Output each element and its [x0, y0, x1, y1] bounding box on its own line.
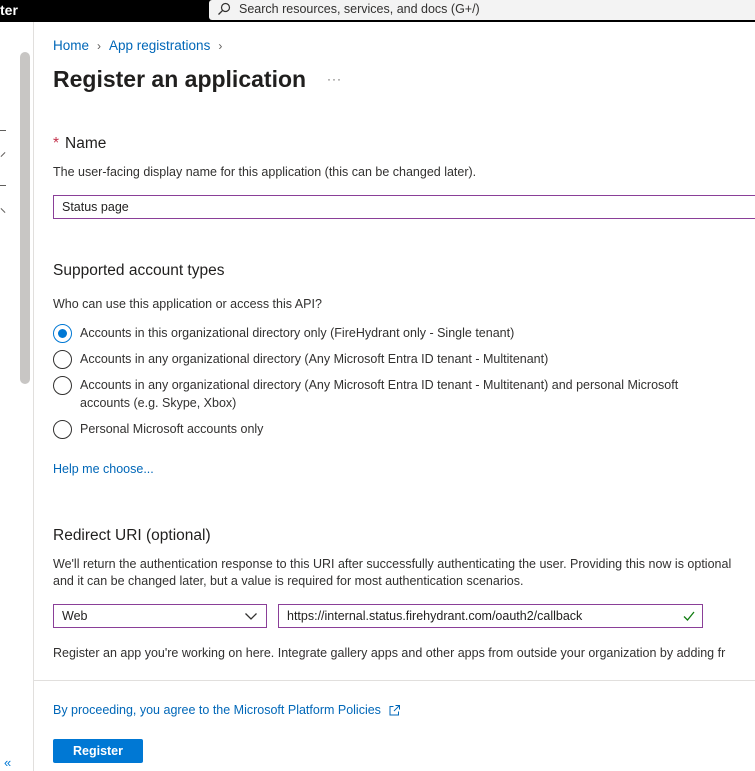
breadcrumb	[53, 38, 222, 53]
collapse-sidebar-icon[interactable]: «	[4, 755, 12, 770]
breadcrumb-home-link[interactable]: Home	[53, 38, 90, 53]
chevron-right-icon: ›	[97, 38, 102, 53]
register-button[interactable]: Register	[53, 739, 143, 763]
breadcrumb-app-registrations-link[interactable]: App registrations	[109, 38, 211, 53]
account-type-option-multitenant[interactable]	[53, 350, 548, 369]
account-type-option-multitenant-personal[interactable]	[53, 376, 733, 412]
redirect-help-text: We'll return the authentication response to this URI after successfully authenticating the user. Providing this now is optional and it can be changed later, but a value is required for most authentication scenarios.	[53, 557, 732, 588]
top-bar	[0, 0, 755, 22]
name-label: Name	[65, 135, 107, 152]
name-section-label	[53, 135, 106, 153]
account-types-label: Supported account types	[53, 262, 225, 279]
radio-label: Accounts in this organizational directory only (FireHydrant only - Single tenant)	[80, 326, 515, 340]
radio-button[interactable]	[53, 350, 72, 369]
required-mark: *	[53, 135, 60, 152]
external-link-icon	[388, 704, 401, 717]
chevron-right-icon: ›	[218, 38, 223, 53]
platform-select-value: Web	[62, 609, 88, 623]
redirect-uri-input[interactable]	[278, 604, 703, 628]
sidebar-scrollbar[interactable]	[20, 52, 30, 384]
redirect-uri-value: https://internal.status.firehydrant.com/oauth2/callback	[287, 609, 583, 623]
name-help-text: The user-facing display name for this application (this can be changed later).	[53, 165, 477, 179]
divider	[34, 680, 755, 681]
more-options-icon[interactable]: ···	[327, 72, 342, 86]
brand-title: ter	[0, 2, 18, 18]
redirect-uri-label: Redirect URI (optional)	[53, 527, 211, 544]
radio-button[interactable]	[53, 420, 72, 439]
account-type-option-single-tenant[interactable]	[53, 324, 514, 343]
sidebar-mark	[1, 152, 6, 157]
global-search-input[interactable]	[209, 0, 755, 20]
help-me-choose-link[interactable]: Help me choose...	[53, 462, 154, 476]
page-title: Register an application	[53, 66, 307, 92]
platform-policies-text: By proceeding, you agree to the Microsoft Platform Policies	[53, 703, 381, 717]
radio-label: Personal Microsoft accounts only	[80, 422, 264, 436]
radio-label: Accounts in any organizational directory (Any Microsoft Entra ID tenant - Multitenant)	[80, 352, 549, 366]
account-type-option-personal[interactable]	[53, 420, 263, 439]
sidebar-mark	[1, 208, 6, 213]
platform-policies-link[interactable]	[53, 703, 401, 717]
account-types-question: Who can use this application or access this API?	[53, 297, 322, 311]
radio-button[interactable]	[53, 376, 72, 395]
radio-button[interactable]	[53, 324, 72, 343]
sidebar-mark	[0, 130, 6, 131]
search-icon	[217, 2, 231, 16]
name-input[interactable]: Status page	[53, 195, 755, 219]
check-icon	[682, 609, 696, 623]
register-app-note: Register an app you're working on here. Integrate gallery apps and other apps from outside your organization by adding fr	[53, 646, 726, 660]
platform-select[interactable]	[53, 604, 267, 628]
sidebar-mark	[0, 185, 6, 186]
radio-label: Accounts in any organizational directory (Any Microsoft Entra ID tenant - Multitenant) and personal Microsoft accounts (e.g. Skype, Xbox)	[80, 378, 679, 410]
sidebar-rail	[0, 22, 34, 771]
search-placeholder: Search resources, services, and docs (G+/)	[239, 2, 480, 16]
chevron-down-icon	[244, 609, 258, 623]
